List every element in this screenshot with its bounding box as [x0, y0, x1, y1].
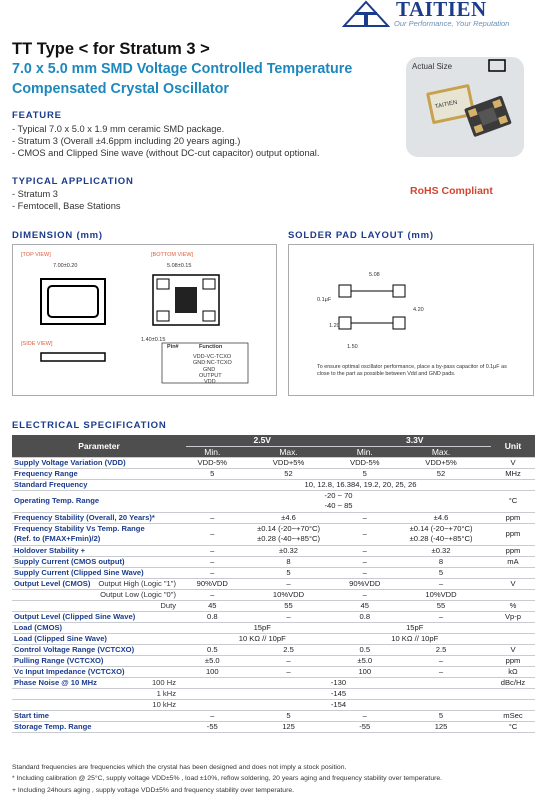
sublabel: Duty: [160, 600, 176, 610]
value-cell: MHz: [491, 468, 535, 479]
value-cell: 0.5: [338, 644, 391, 655]
value-cell: –: [338, 589, 391, 600]
value-cell: V: [491, 457, 535, 468]
min-header: Min.: [338, 446, 391, 457]
capacitor-label: 0.1μF: [317, 297, 332, 303]
solder-note: To ensure optimal oscillator performance, place a by-pass capacitor of 0.1μF as close to the part as possible between Vdd and GND pads.: [317, 364, 507, 377]
table-row: [12, 457, 535, 468]
value-cell: ppm: [491, 655, 535, 666]
table-row: [12, 600, 535, 611]
value-cell: 5: [239, 710, 339, 721]
top-width-dim: 7.00±0.20: [53, 263, 78, 269]
photo-caption: Actual Size: [412, 62, 453, 71]
electrical-heading: ELECTRICAL SPECIFICATION: [12, 420, 167, 431]
value-cell: kΩ: [491, 666, 535, 677]
sublabel: Output Low (Logic "0"): [100, 589, 176, 599]
chip-marking: TAITIEN: [434, 99, 458, 111]
solder-heading: SOLDER PAD LAYOUT (mm): [288, 230, 434, 241]
table-row: [12, 512, 535, 523]
pin-table-header: Function: [199, 344, 223, 350]
value-cell: 90%VDD: [338, 578, 391, 589]
value-cell: –: [338, 512, 391, 523]
table-row: [12, 699, 535, 710]
unit-header: Unit: [491, 435, 535, 457]
product-photo: [406, 57, 524, 157]
value-cell: [491, 622, 535, 633]
application-list: [12, 188, 121, 212]
value-cell: mSec: [491, 710, 535, 721]
spec-table: [12, 435, 535, 733]
brand-name: TAITIEN: [396, 0, 487, 21]
value-cell: –: [186, 589, 239, 600]
list-item: - Typical 7.0 x 5.0 x 1.9 mm ceramic SMD package.: [12, 124, 225, 134]
value-cell: –: [186, 710, 239, 721]
list-item: - Stratum 3 (Overall ±4.6ppm including 20 years aging.): [12, 136, 241, 146]
pin-function: GND: [203, 367, 216, 373]
value-cell: ±5.0: [186, 655, 239, 666]
min-header: Min.: [186, 446, 239, 457]
solder-height: 4.20: [413, 307, 424, 313]
param-cell: Supply Current (CMOS output): [12, 556, 186, 567]
table-row: [12, 644, 535, 655]
value-cell: 15pF: [186, 622, 338, 633]
dimension-heading: DIMENSION (mm): [12, 230, 103, 241]
bottom-view-label: [BOTTOM VIEW]: [151, 252, 194, 258]
value-cell: 5: [239, 567, 339, 578]
pad-width-dim: 1.40±0.15: [141, 337, 166, 343]
dimension-drawing: [12, 244, 277, 396]
table-row: [12, 710, 535, 721]
value-cell: V: [491, 578, 535, 589]
value-cell: 10%VDD: [391, 589, 491, 600]
param-cell: [12, 677, 186, 688]
table-row: [12, 611, 535, 622]
chip-photo-illustration: [406, 57, 524, 157]
top-view-label: [TOP VIEW]: [21, 252, 51, 258]
side-view-label: [SIDE VIEW]: [21, 341, 53, 347]
pad-height: 1.20: [329, 323, 340, 329]
solder-width: 5.08: [369, 272, 380, 278]
value-cell: 5: [338, 468, 391, 479]
value-cell: 0.8: [338, 611, 391, 622]
value-cell: 45: [186, 600, 239, 611]
value-cell: ±0.32: [391, 545, 491, 556]
param-cell: [12, 600, 186, 611]
value-cell: [491, 699, 535, 710]
param-cell: [12, 688, 186, 699]
value-cell: [491, 589, 535, 600]
table-row: [12, 666, 535, 677]
value-cell: ±0.32: [239, 545, 339, 556]
max-header: Max.: [239, 446, 339, 457]
value-cell: 45: [338, 600, 391, 611]
param-cell: Standard Frequency: [12, 479, 186, 490]
pad-width: 1.50: [347, 344, 358, 350]
value-cell: 8: [391, 556, 491, 567]
table-row: [12, 721, 535, 732]
value-cell: 10%VDD: [239, 589, 339, 600]
feature-heading: FEATURE: [12, 110, 62, 121]
value-cell: -55: [186, 721, 239, 732]
param-cell: Pulling Range (VCTCXO): [12, 655, 186, 666]
param-cell: Holdover Stability +: [12, 545, 186, 556]
value-cell: –: [239, 655, 339, 666]
value-cell: –: [239, 611, 339, 622]
value-cell: VDD+5%: [239, 457, 339, 468]
value-cell: %: [491, 600, 535, 611]
param-cell: Frequency Range: [12, 468, 186, 479]
bottom-width-dim: 5.08±0.15: [167, 263, 192, 269]
value-cell: –: [338, 523, 391, 545]
value-cell: 55: [391, 600, 491, 611]
value-cell: 15pF: [338, 622, 491, 633]
value-cell: 125: [239, 721, 339, 732]
page-title: TT Type < for Stratum 3 >: [12, 40, 210, 58]
table-row: [12, 545, 535, 556]
param-cell: Storage Temp. Range: [12, 721, 186, 732]
table-row: [12, 567, 535, 578]
note-line: Standard frequencies are frequencies which the crystal has been designed and does not imply a stock position.: [12, 764, 347, 771]
value-cell: 5: [391, 710, 491, 721]
table-row: [12, 622, 535, 633]
max-header: Max.: [391, 446, 491, 457]
param-cell: [12, 578, 186, 589]
value-cell: 100: [186, 666, 239, 677]
value-cell: °C: [491, 721, 535, 732]
table-row: [12, 479, 535, 490]
table-row: [12, 578, 535, 589]
value-cell: –: [186, 567, 239, 578]
application-heading: TYPICAL APPLICATION: [12, 176, 134, 187]
value-cell: 10 KΩ // 10pF: [338, 633, 491, 644]
value-cell: 10, 12.8, 16.384, 19.2, 20, 25, 26: [186, 479, 535, 490]
value-cell: 55: [239, 600, 339, 611]
value-cell: -145: [186, 688, 491, 699]
value-cell: 52: [391, 468, 491, 479]
value-cell: VDD+5%: [391, 457, 491, 468]
value-cell: mA: [491, 556, 535, 567]
value-cell: ppm: [491, 523, 535, 545]
value-cell: 90%VDD: [186, 578, 239, 589]
note-line: * Including calibration @ 25°C, supply voltage VDD±5% , load ±10%, reflow soldering, 20 years aging and frequency stability over temperature.: [12, 775, 443, 783]
table-row: [12, 655, 535, 666]
value-cell: [491, 688, 535, 699]
pin-function: OUTPUT: [199, 373, 222, 379]
value-cell: –: [391, 655, 491, 666]
sublabel: 1 kHz: [156, 688, 176, 698]
value-cell: 100: [338, 666, 391, 677]
list-item: - CMOS and Clipped Sine wave (without DC-cut capacitor) output optional.: [12, 148, 320, 158]
param-cell: Start time: [12, 710, 186, 721]
value-cell: –: [391, 666, 491, 677]
pin-table-header: Pin#: [167, 344, 179, 350]
note-line: + Including 24hours aging , supply voltage VDD±5% and frequency stability over temperature.: [12, 786, 294, 794]
taitien-t-logo-icon: [342, 0, 390, 28]
value-cell: [491, 633, 535, 644]
table-row: [12, 523, 535, 545]
list-item: - Stratum 3: [12, 189, 58, 199]
table-row: [12, 490, 535, 512]
param-header: Parameter: [12, 435, 186, 457]
value-cell: 125: [391, 721, 491, 732]
v25-header: 2.5V: [186, 435, 338, 446]
value-cell: ±4.6: [391, 512, 491, 523]
value-cell: ppm: [491, 545, 535, 556]
value-cell: –: [338, 545, 391, 556]
value-cell: -20 ~ 70 -40 ~ 85: [186, 490, 491, 512]
table-row: [12, 556, 535, 567]
value-cell: –: [186, 512, 239, 523]
value-cell: 5: [391, 567, 491, 578]
param-cell: Output Level (Clipped Sine Wave): [12, 611, 186, 622]
sublabel: 10 kHz: [152, 699, 176, 709]
table-row: [12, 468, 535, 479]
value-cell: ppm: [491, 512, 535, 523]
table-row: [12, 688, 535, 699]
taitien-logo: [342, 0, 542, 30]
value-cell: –: [338, 567, 391, 578]
value-cell: –: [186, 545, 239, 556]
value-cell: –: [391, 611, 491, 622]
value-cell: –: [338, 556, 391, 567]
subtitle-line-2: Compensated Crystal Oscillator: [12, 81, 229, 97]
dimension-drawing-svg: [13, 245, 278, 397]
value-cell: 10 KΩ // 10pF: [186, 633, 338, 644]
table-row: [12, 589, 535, 600]
v33-header: 3.3V: [338, 435, 491, 446]
solder-drawing: [288, 244, 534, 396]
value-cell: Vp-p: [491, 611, 535, 622]
pin-function: VDD: [204, 379, 216, 385]
value-cell: ±0.14 (-20~+70°C) ±0.28 (-40~+85°C): [391, 523, 491, 545]
value-cell: ±4.6: [239, 512, 339, 523]
param-cell: [12, 699, 186, 710]
value-cell: 2.5: [391, 644, 491, 655]
feature-list: [12, 123, 319, 159]
value-cell: VDD-5%: [186, 457, 239, 468]
value-cell: V: [491, 644, 535, 655]
notes: [12, 762, 442, 796]
value-cell: °C: [491, 490, 535, 512]
value-cell: –: [239, 666, 339, 677]
value-cell: [491, 567, 535, 578]
value-cell: VDD-5%: [338, 457, 391, 468]
list-item: - Femtocell, Base Stations: [12, 201, 121, 211]
value-cell: 0.8: [186, 611, 239, 622]
param-cell: Control Voltage Range (VCTCXO): [12, 644, 186, 655]
table-row: [12, 633, 535, 644]
value-cell: ±0.14 (-20~+70°C) ±0.28 (-40~+85°C): [239, 523, 339, 545]
rohs-badge: RoHS Compliant: [410, 185, 493, 197]
param-text: Phase Noise @ 10 MHz: [14, 677, 97, 687]
value-cell: -130: [186, 677, 491, 688]
sublabel: 100 Hz: [151, 677, 176, 687]
value-cell: 0.5: [186, 644, 239, 655]
value-cell: -154: [186, 699, 491, 710]
param-cell: Supply Current (Clipped Sine Wave): [12, 567, 186, 578]
param-cell: Operating Temp. Range: [12, 490, 186, 512]
param-cell: Load (CMOS): [12, 622, 186, 633]
value-cell: 8: [239, 556, 339, 567]
value-cell: 52: [239, 468, 339, 479]
value-cell: –: [338, 710, 391, 721]
value-cell: –: [239, 578, 339, 589]
param-cell: Load (Clipped Sine Wave): [12, 633, 186, 644]
value-cell: 2.5: [239, 644, 339, 655]
subtitle-line-1: 7.0 x 5.0 mm SMD Voltage Controlled Temperature: [12, 61, 353, 77]
pin-function: VDD-VC-TCXO GND:NC-TCXO: [193, 354, 232, 366]
param-cell: Vc Input Impedance (VCTCXO): [12, 666, 186, 677]
value-cell: –: [186, 523, 239, 545]
value-cell: -55: [338, 721, 391, 732]
value-cell: dBc/Hz: [491, 677, 535, 688]
param-text: Output Level (CMOS): [14, 578, 91, 588]
param-cell: Supply Voltage Variation (VDD): [12, 457, 186, 468]
value-cell: 5: [186, 468, 239, 479]
value-cell: ±5.0: [338, 655, 391, 666]
param-cell: Frequency Stability (Overall, 20 Years)*: [12, 512, 186, 523]
sublabel: Output High (Logic "1"): [98, 578, 176, 588]
param-cell: [12, 589, 186, 600]
value-cell: –: [186, 556, 239, 567]
value-cell: –: [391, 578, 491, 589]
brand-tagline: Our Performance, Your Reputation: [394, 19, 510, 28]
param-cell: Frequency Stability Vs Temp. Range (Ref. to (FMAX+Fmin)/2): [12, 523, 186, 545]
table-row: [12, 677, 535, 688]
